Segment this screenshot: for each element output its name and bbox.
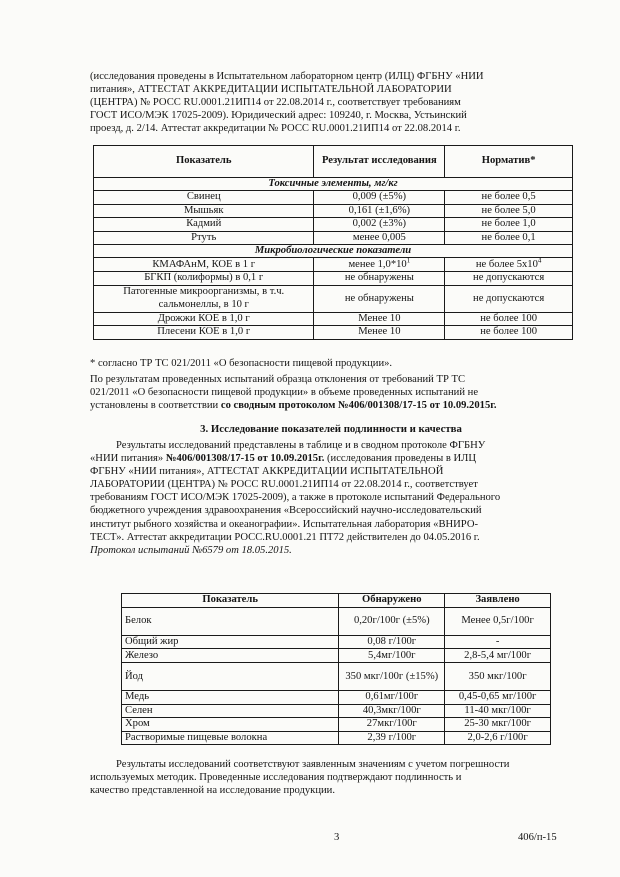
table-row: Мышьяк 0,161 (±1,6%) не более 5,0 xyxy=(94,204,573,217)
table-row: Растворимые пищевые волокна 2,39 г/100г 2,0-2,6 г/100г xyxy=(122,731,551,744)
final-paragraph: Результаты исследований соответствуют заявленным значениям с учетом погрешности используемых методик. Проведенные исследования подтверждают подлинность и качество представленной на исследование продукции. xyxy=(90,759,510,797)
table-row: КМАФАнМ, КОЕ в 1 г менее $1,0*10^1$ не более $5х10^4$ xyxy=(94,258,573,272)
section-heading: 3. Исследование показателей подлинности и качества xyxy=(200,423,462,435)
table-row: БГКП (колиформы) в 0,1 г не обнаружены не допускаются xyxy=(94,272,573,285)
header-found: Обнаружено xyxy=(339,594,445,608)
quality-table xyxy=(121,593,551,745)
header-indicator: Показатель xyxy=(94,146,314,178)
table-row: Ртуть менее 0,005 не более 0,1 xyxy=(94,231,573,244)
header-norm: Норматив* xyxy=(445,146,573,178)
intro-paragraph: (исследования проведены в Испытательном лабораторном центр (ИЛЦ) ФГБНУ «НИИ питания», АТТЕСТАТ АККРЕДИТАЦИИ ИСПЫТАТЕЛЬНОЙ ЛАБОРАТОРИИ (ЦЕНТРА) № РОСС RU.0001.21ИП14 от 22.08.2014 г., соответствует требованиям ГОСТ ИСО/МЭК 17025-2009). Юридический адрес: 109240, г. Москва, Устьинский проезд, д. 2/14. Аттестат аккредитации № РОСС RU.0001.21ИП14 от 22.08.2014 г. xyxy=(90,71,484,135)
table-row: Патогенные микроорганизмы, в т.ч. сальмонеллы, в 10 г не обнаружены не допускаются xyxy=(94,285,573,312)
section-micro: Микробиологические показатели xyxy=(94,245,573,258)
table-row: Йод 350 мкг/100г (±15%) 350 мкг/100г xyxy=(122,663,551,691)
section-toxic: Токсичные элементы, мг/кг xyxy=(94,178,573,191)
section3-paragraph: Результаты исследований представлены в таблице и в сводном протоколе ФГБНУ «НИИ питания» №406/001308/17-15 от 10.09.2015г. (исследования проведены в ИЛЦ ФГБНУ «НИИ питания», АТТЕСТАТ АККРЕДИТАЦИИ ИСПЫТАТЕЛЬНОЙ ЛАБОРАТОРИИ (ЦЕНТРА) № РОСС RU.0001.21ИП14 от 22.08.2014 г., соответствует требованиям ГОСТ ИСО/МЭК 17025-2009), а также в протоколе испытаний Федерального бюджетного учреждения здравоохранения «Всероссийский научно-исследовательский институт рыбного хозяйства и океанографии». Испытательная лаборатория «ВНИРО- ТЕСТ». Аттестат аккредитации РОСС.RU.0001.21 ПТ72 действителен до 04.05.2016 г. Протокол испытаний №6579 от 18.05.2015. xyxy=(90,440,501,556)
header-result: Результат исследования xyxy=(314,146,445,178)
header-declared: Заявлено xyxy=(445,594,551,608)
header-indicator: Показатель xyxy=(122,594,339,608)
document-number: 406/п-15 xyxy=(518,832,557,843)
table-row: Общий жир 0,08 г/100г - xyxy=(122,636,551,649)
table-row: Кадмий 0,002 (±3%) не более 1,0 xyxy=(94,218,573,231)
table-row: Селен 40,3мкг/100г 11-40 мкг/100г xyxy=(122,704,551,717)
table-row: Дрожжи КОЕ в 1,0 г Менее 10 не более 100 xyxy=(94,312,573,325)
table-row: Хром 27мкг/100г 25-30 мкг/100г xyxy=(122,718,551,731)
safety-table xyxy=(93,145,573,340)
conclusion-paragraph: По результатам проведенных испытаний образца отклонения от требований ТР ТС 021/2011 «О безопасности пищевой продукции» в объеме проведенных испытаний не установлены в соответствии со сводным протоколом №406/001308/17-15 от 10.09.2015г. xyxy=(90,374,497,412)
table-row: Свинец 0,009 (±5%) не более 0,5 xyxy=(94,191,573,204)
table-row: Железо 5,4мг/100г 2,8-5,4 мг/100г xyxy=(122,649,551,663)
footnote: * согласно ТР ТС 021/2011 «О безопасности пищевой продукции». xyxy=(90,358,393,369)
table-row: Медь 0,61мг/100г 0,45-0,65 мг/100г xyxy=(122,691,551,704)
table-row: Плесени КОЕ в 1,0 г Менее 10 не более 100 xyxy=(94,326,573,339)
page-number: 3 xyxy=(334,832,340,843)
table-row: Белок 0,20г/100г (±5%) Менее 0,5г/100г xyxy=(122,608,551,636)
